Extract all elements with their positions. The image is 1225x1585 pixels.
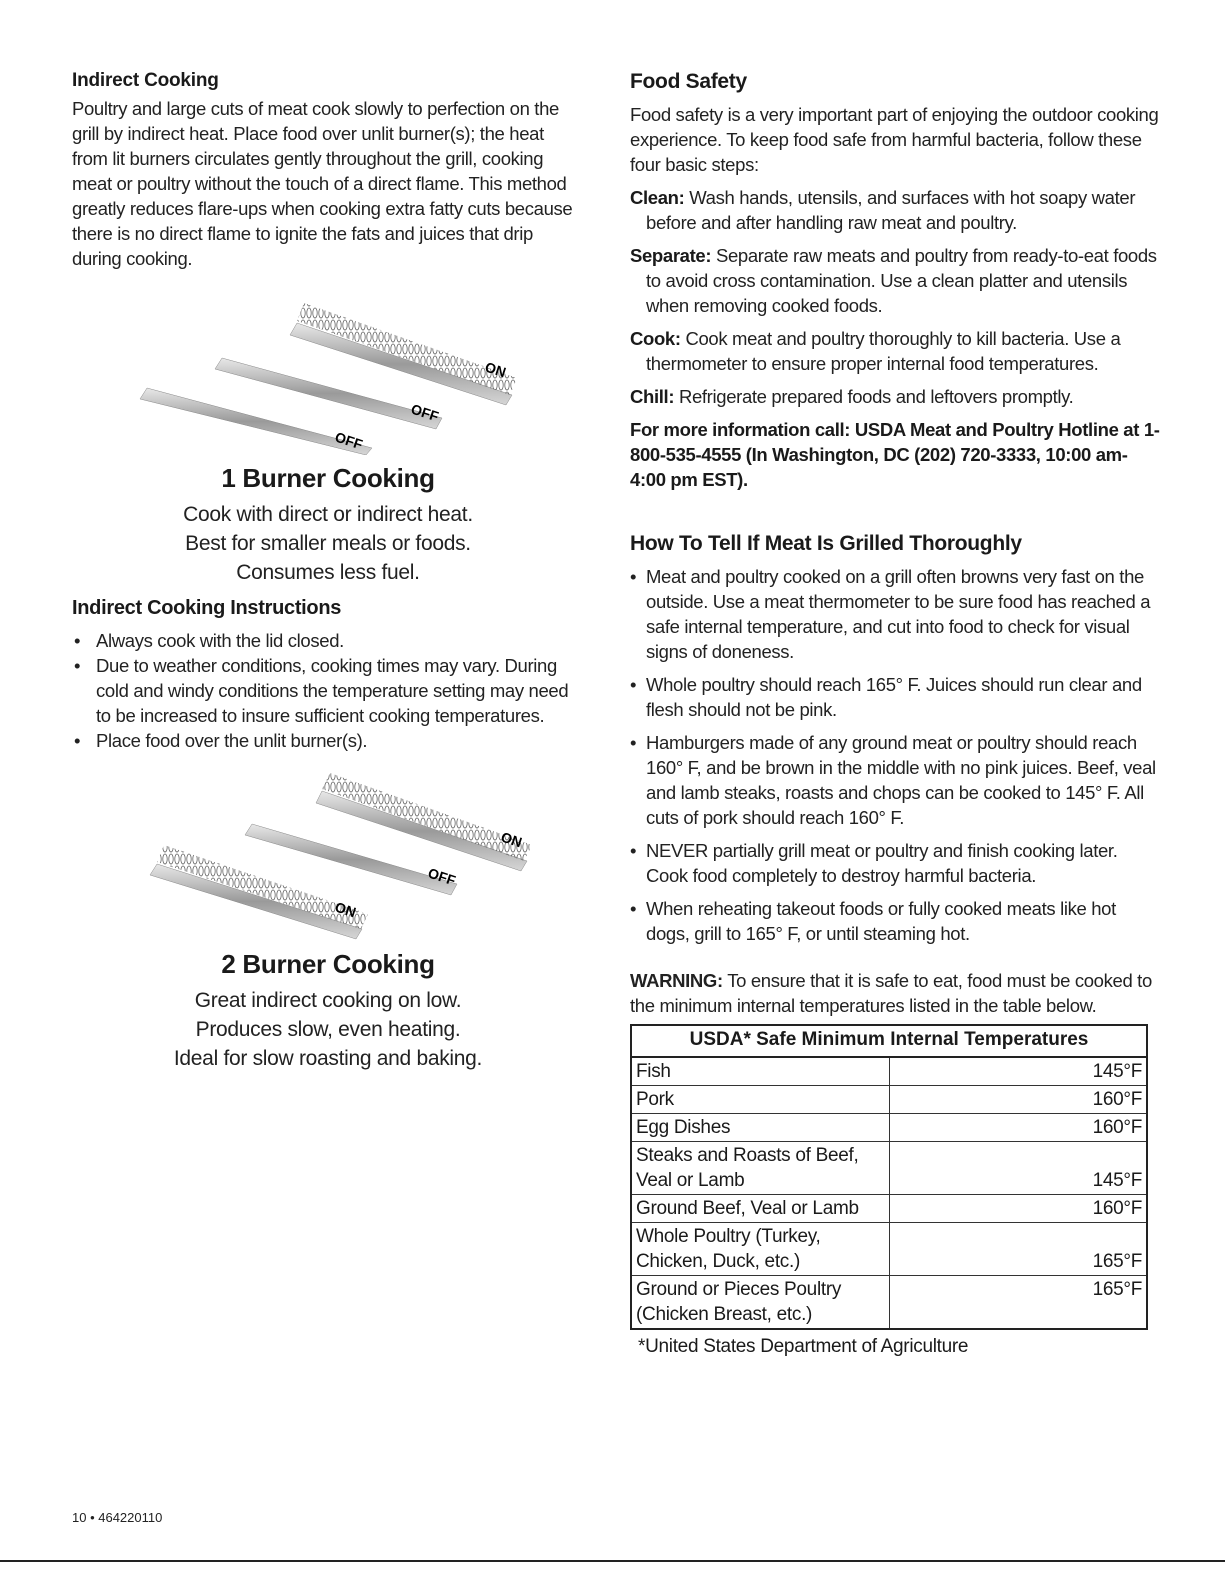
hotline-note: For more information call: USDA Meat and Poultry Hotline at 1-800-535-4555 (In Washington, DC (202) 720-3333, 10:00 am-4:00 pm EST).: [630, 419, 1160, 490]
table-row: Ground or Pieces Poultry (Chicken Breast, etc.) 165°F: [631, 1276, 1147, 1330]
one-burner-line: Cook with direct or indirect heat.: [183, 503, 473, 526]
grilled-thoroughly-heading: How To Tell If Meat Is Grilled Thoroughly: [630, 532, 1022, 555]
indirect-cooking-heading: Indirect Cooking: [72, 70, 219, 91]
left-column: [72, 70, 584, 1073]
table-row: Steaks and Roasts of Beef, Veal or Lamb 145°F: [631, 1142, 1147, 1195]
one-burner-line: Best for smaller meals or foods.: [185, 532, 471, 555]
one-burner-line: Consumes less fuel.: [236, 561, 420, 584]
one-burner-caption: [72, 463, 584, 587]
table-title: USDA* Safe Minimum Internal Temperatures: [631, 1025, 1147, 1057]
list-item: • Meat and poultry cooked on a grill often browns very fast on the outside. Use a meat thermometer to be sure food has reached a safe internal temperature, and cut into food to check for visual signs of doneness.: [630, 566, 1151, 662]
safety-step: Clean: Wash hands, utensils, and surfaces with hot soapy water before and after handling raw meat and poultry.: [630, 187, 1136, 233]
list-item: • NEVER partially grill meat or poultry and finish cooking later. Cook food completely to destroy harmful bacteria.: [630, 840, 1118, 886]
indirect-cooking-text: Poultry and large cuts of meat cook slowly to perfection on the grill by indirect heat. Place food over unlit burner(s); the heat from lit burners circulates gently throughout the grill, cooking meat or poultry without the touch of a direct flame. This method greatly reduces flare-ups when cooking extra fatty cuts because there is no direct flame to ignite the fats and juices that drip during cooking.: [72, 98, 573, 269]
list-item: • Whole poultry should reach 165° F. Juices should run clear and flesh should not be pink.: [630, 674, 1142, 720]
list-item: • Always cook with the lid closed.: [74, 630, 344, 651]
indirect-instructions-heading: Indirect Cooking Instructions: [72, 597, 342, 619]
two-burner-line: Produces slow, even heating.: [195, 1018, 461, 1041]
burner-label-back: ON: [499, 828, 524, 851]
burner-diagram-2: [72, 769, 584, 941]
two-burner-line: Great indirect cooking on low.: [194, 989, 462, 1012]
table-row: Pork 160°F: [631, 1086, 1147, 1114]
one-burner-title: 1 Burner Cooking: [221, 463, 435, 493]
temperature-table: [630, 1024, 1148, 1330]
burner-label-back: ON: [483, 358, 508, 381]
one-burner-figure: [72, 283, 584, 455]
grilled-thoroughly-list: [630, 564, 1162, 946]
list-item: • When reheating takeout foods or fully cooked meats like hot dogs, grill to 165° F, or until steaming hot.: [630, 898, 1116, 944]
two-burner-figure: [72, 769, 584, 941]
list-item: • Hamburgers made of any ground meat or poultry should reach 160° F, and be brown in the middle with no pink juices. Beef, veal and lamb steaks, roasts and chops can be cooked to 145° F. All cuts of pork should reach 160° F.: [630, 732, 1156, 828]
safety-step: Cook: Cook meat and poultry thoroughly to kill bacteria. Use a thermometer to ensure proper internal food temperatures.: [630, 328, 1121, 374]
page-number: 10 • 464220110: [72, 1510, 163, 1525]
burner-label-front: OFF: [333, 428, 365, 453]
warning-text: WARNING: To ensure that it is safe to eat, food must be cooked to the minimum internal temperatures listed in the table below.: [630, 970, 1152, 1016]
burner-diagram-1: [72, 283, 584, 455]
table-row: Ground Beef, Veal or Lamb 160°F: [631, 1195, 1147, 1223]
food-safety-intro: Food safety is a very important part of enjoying the outdoor cooking experience. To keep food safe from harmful bacteria, follow these four basic steps:: [630, 104, 1159, 175]
table-row: Egg Dishes 160°F: [631, 1114, 1147, 1142]
two-burner-caption: [72, 949, 584, 1073]
two-burner-line: Ideal for slow roasting and baking.: [173, 1047, 483, 1070]
right-column: [630, 70, 1162, 1358]
burner-label-middle: OFF: [426, 864, 458, 889]
bottom-rule: [0, 1560, 1225, 1562]
table-row: Whole Poultry (Turkey, Chicken, Duck, etc.) 165°F: [631, 1223, 1147, 1276]
two-burner-title: 2 Burner Cooking: [221, 949, 435, 979]
safety-step: Separate: Separate raw meats and poultry from ready-to-eat foods to avoid cross contamination. Use a clean platter and utensils when removing cooked foods.: [630, 245, 1157, 316]
table-footnote: *United States Department of Agriculture: [638, 1336, 969, 1357]
indirect-instructions-list: [72, 628, 584, 753]
burner-label-front: ON: [333, 898, 358, 921]
list-item: • Place food over the unlit burner(s).: [74, 730, 368, 751]
safety-step: Chill: Refrigerate prepared foods and leftovers promptly.: [630, 386, 1074, 407]
table-row: Fish 145°F: [631, 1057, 1147, 1086]
food-safety-heading: Food Safety: [630, 70, 747, 93]
burner-label-middle: OFF: [409, 400, 441, 425]
list-item: • Due to weather conditions, cooking times may vary. During cold and windy conditions the temperature setting may need to be increased to insure sufficient cooking temperatures.: [74, 655, 569, 726]
